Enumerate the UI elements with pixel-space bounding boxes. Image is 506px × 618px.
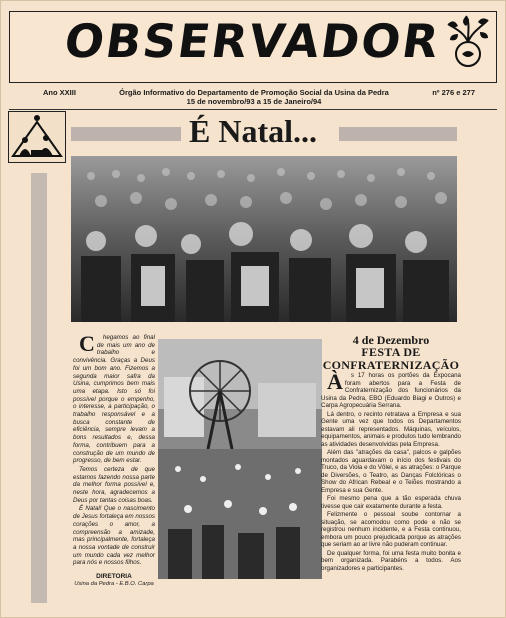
issue-info-row <box>9 87 497 109</box>
headline-bar-right <box>339 127 457 141</box>
issue-number: nº 276 e 277 <box>432 88 475 97</box>
divider-rule <box>9 109 497 110</box>
nativity-icon <box>9 112 65 162</box>
publication-subtitle: Órgão Informativo do Departamento de Promoção Social da Usina da Pedra <box>119 88 389 97</box>
editorial-paragraph: C hegamos ao final de mais um ano de trabalho e convivência. Graças a Deus foi um bom ano. Fizemos a segunda maior safra da Usina, cumprimos bem mais uma etapa. Isto só foi possível porque o empenho, o interesse, a participação, o trabalho responsável e a busca constante de eficiência, sempre levam a bons resultados e, dessa forma, contribuem para a construção de um mundo de progresso, de bem estar. <box>73 331 155 465</box>
article-paragraph: Felizmente o pessoal soube contornar a situação, se acomodou como pode e não se registrou nenhum incidente, e a Festa continuou, embora um pouco prejudicada porque as atrações que seriam ao ar livre não puderam continuar. <box>321 511 461 548</box>
article-date: 4 de Dezembro <box>352 333 430 347</box>
sidebar-bar <box>31 173 47 603</box>
issue-year: Ano XXIII <box>43 88 76 97</box>
article-paragraph: Lá dentro, o recinto retratava a Empresa e sua Gente uma vez que todos os Departamentos estavam ali representados. Máquinas, veículos, equipamentos, animais e produtos tudo lembrando as atividades desenvolvidas pela Empresa. <box>321 410 461 448</box>
fair-photo <box>158 339 322 579</box>
publication-info <box>119 88 389 106</box>
crowd-photo <box>71 156 457 322</box>
article-paragraph: Foi mesmo pena que a tão esperada chuva tivesse que cair exatamente durante a festa. <box>321 495 461 510</box>
editorial-paragraph: Temos certeza de que estamos fazendo nossa parte da melhor forma possível e, neste hora, agradecemos a Deus por tantas coisas boas. <box>73 465 155 504</box>
headline: É Natal... <box>189 113 317 149</box>
nativity-illustration <box>8 111 66 163</box>
article-paragraph: De qualquer forma, foi uma festa muito bonita e bem organizada. Parabéns a todos. Aos organizadores e participantes. <box>321 549 461 572</box>
headline-bar-left <box>71 127 181 141</box>
editorial-column <box>73 331 155 589</box>
masthead <box>9 11 497 83</box>
publication-dates: 15 de novembro/93 a 15 de Janeiro/94 <box>186 97 322 106</box>
signature-subtitle: Usina da Pedra - E.B.O. Carpa <box>74 580 154 587</box>
editorial-paragraph: É Natal! Que o nascimento de Jesus fortaleça em nossos corações o amor, a compreensão a amizade, mas principalmente, fortaleça a nossa vontade de construir um mundo cada vez melhor para nós e nossos filhos. <box>73 505 155 567</box>
event-article <box>321 334 461 573</box>
article-title: FESTA DE CONFRATERNIZAÇÃO <box>322 345 460 372</box>
tree-logo-icon <box>444 14 490 78</box>
dropcap: C <box>79 331 95 356</box>
article-paragraph: À s 17 horas os portões da Expocana foram abertos para a Festa de Confraternização dos funcionários da Usina da Pedra, EBO (Eduardo Biagi e Outros) e Carpa Agropecuária Serrana. <box>321 369 461 409</box>
dropcap: À <box>327 369 343 394</box>
signature-block <box>73 573 155 588</box>
signature-title: DIRETORIA <box>96 573 132 581</box>
article-paragraph: Além das "atrações da casa", palcos e galpões montados aguardavam o início dos festivais do Truco, da Viola e do Vôlei, e as atrações: o Parque de Diversões, o Teatro, as Danças Folclóricas o Show do African Rebeal e o Teiões mostrando a Empresa e sua Gente. <box>321 449 461 494</box>
masthead-title: OBSERVADOR <box>61 14 444 68</box>
